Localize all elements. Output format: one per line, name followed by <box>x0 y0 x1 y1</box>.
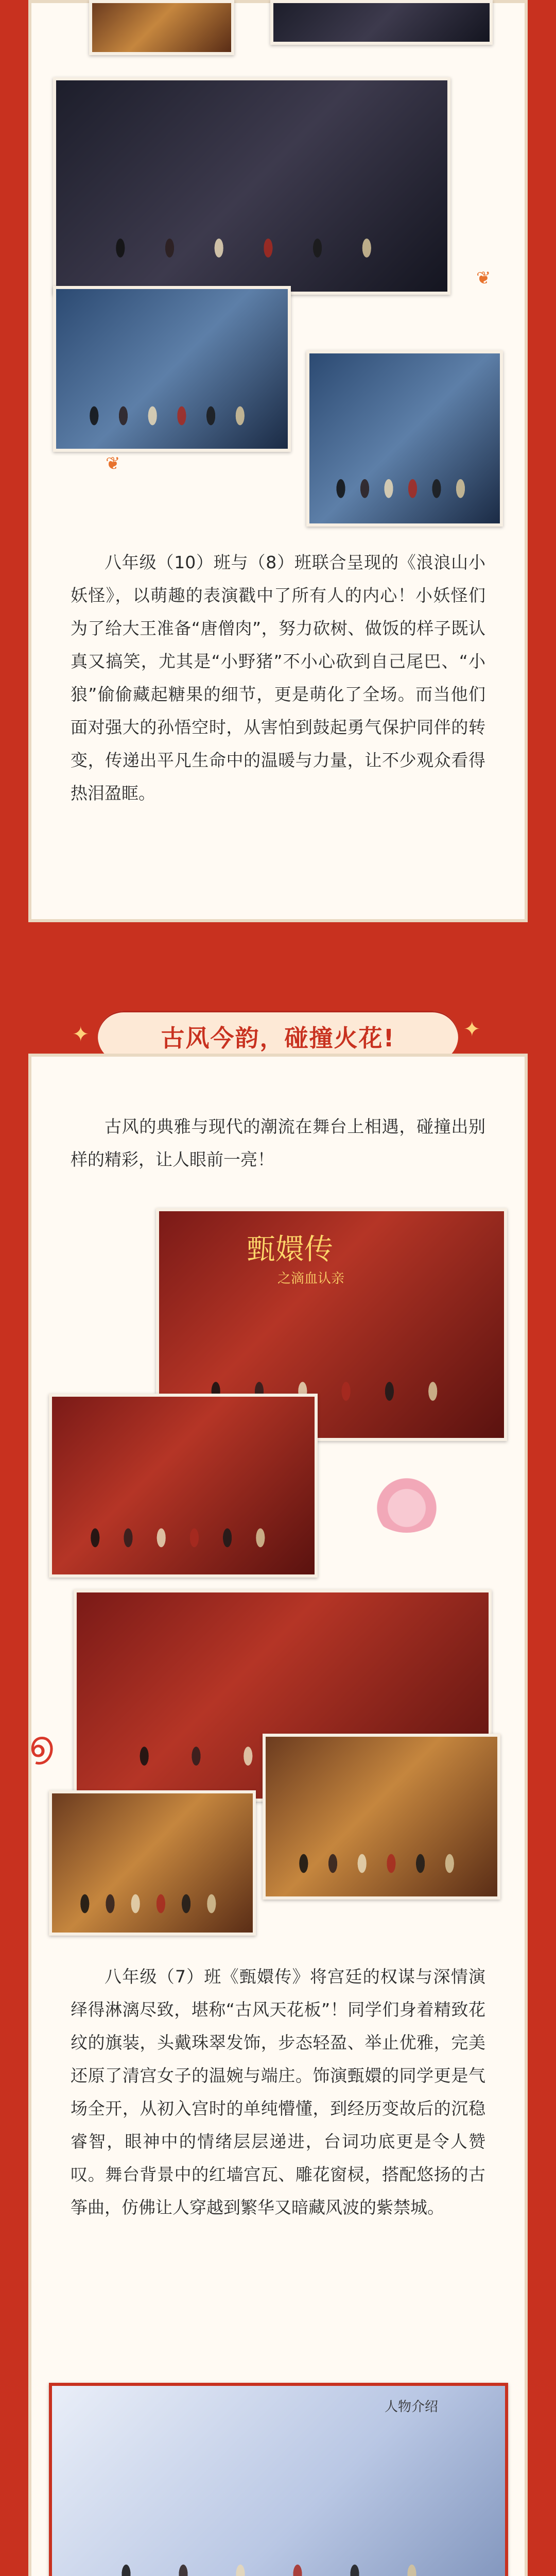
stage-photo <box>49 2383 508 2576</box>
leaf-icon: ❦ <box>106 453 120 474</box>
stage-photo <box>49 1394 318 1578</box>
board-title: 人物介绍 <box>384 2399 438 2415</box>
swirl-icon: ൭ <box>28 1723 53 1766</box>
stage-photo <box>306 350 503 527</box>
leaf-icon: ❦ <box>476 268 491 289</box>
lotus-icon <box>368 1471 445 1533</box>
stage-photo <box>263 1734 500 1900</box>
paragraph-zhenhuan: 八年级（7）班《甄嬛传》将宫廷的权谋与深情演绎得淋漓尽致，堪称“古风天花板”！同学们身着精致花纹的旗装，头戴珠翠发饰，步态轻盈、举止优雅，完美还原了清宫女子的温婉与端庄。饰演甄嬛的同学更是气场全开，从初入宫时的单纯懵懂，到经历变故后的沉稳睿智，眼神中的情绪层层递进，台词功底更是令人赞叹。舞台背景中的红墙宫瓦、雕花窗棂，搭配悠扬的古筝曲，仿佛让人穿越到繁华又暗藏风波的紫禁城。 <box>71 1967 485 2217</box>
content-card-bottom <box>28 1054 528 2576</box>
paragraph-intro: 古风的典雅与现代的潮流在舞台上相遇，碰撞出别样的精彩，让人眼前一亮！ <box>71 1116 485 1170</box>
board-subtitle: 之滴血认亲 <box>277 1271 345 1286</box>
stage-photo <box>53 286 291 452</box>
sparkle-icon: ✦ <box>72 1023 90 1046</box>
stage-photo <box>49 1790 256 1936</box>
content-card-top <box>28 0 528 922</box>
stage-photo <box>270 0 493 45</box>
paragraph-monster: 八年级（10）班与（8）班联合呈现的《浪浪山小妖怪》，以萌趣的表演戳中了所有人的内心！小妖怪们为了给大王准备“唐僧肉”，努力砍树、做饭的样子既认真又搞笑，尤其是“小野猪”不小心砍到自己尾巴、“小狼”偷偷藏起糖果的细节，更是萌化了全场。而当他们面对强大的孙悟空时，从害怕到鼓起勇气保护同伴的转变，传递出平凡生命中的温暖与力量，让不少观众看得热泪盈眶。 <box>71 552 485 803</box>
stage-photo <box>89 0 234 55</box>
board-title: 甄嬛传 <box>247 1233 333 1266</box>
sparkle-icon: ✦ <box>463 1018 481 1041</box>
section-title: 古风今韵，碰撞火花! <box>161 1024 395 1052</box>
stage-photo <box>53 77 450 295</box>
